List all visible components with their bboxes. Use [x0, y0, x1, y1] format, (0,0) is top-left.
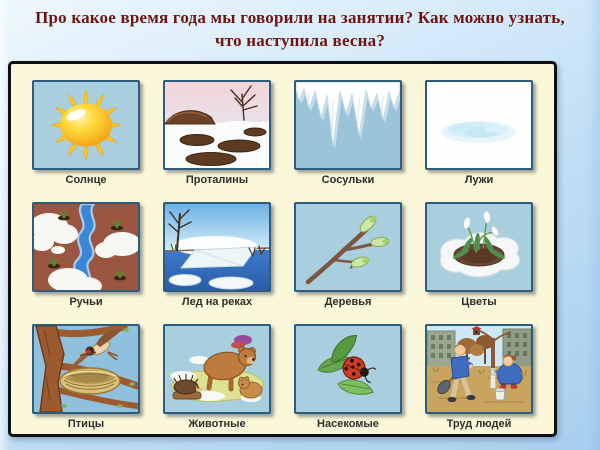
card-label: Животные	[188, 418, 246, 430]
card-animals	[157, 324, 277, 430]
snowdrops-icon	[427, 204, 531, 290]
card-river-ice	[157, 202, 277, 308]
card-insects	[288, 324, 408, 430]
grid-row-3	[26, 324, 539, 430]
thawed-patches-icon	[165, 82, 269, 168]
paint-bucket	[495, 388, 505, 400]
sun-icon	[34, 82, 138, 168]
card-puddles	[419, 80, 539, 186]
card-label: Труд людей	[446, 418, 512, 430]
puddles-icon	[427, 82, 531, 168]
card-label: Деревья	[324, 296, 372, 308]
card-birds	[26, 324, 146, 430]
card-label: Ручьи	[69, 296, 103, 308]
ladybug-icon	[296, 326, 400, 412]
card-icicles	[288, 80, 408, 186]
card-snowdrops	[419, 202, 539, 308]
grid-row-2	[26, 202, 539, 308]
animals-icon	[165, 326, 269, 412]
card-tree-buds	[288, 202, 408, 308]
card-streams	[26, 202, 146, 308]
card-sun	[26, 80, 146, 186]
card-label: Лужи	[464, 174, 494, 186]
card-people-working	[419, 324, 539, 430]
grid-row-1	[26, 80, 539, 186]
card-label: Проталины	[185, 174, 249, 186]
people-working-icon	[427, 326, 531, 412]
card-label: Солнце	[65, 174, 107, 186]
card-label: Птицы	[67, 418, 105, 430]
bird-nest-icon	[34, 326, 138, 412]
card-thawed-patches	[157, 80, 277, 186]
card-label: Сосульки	[321, 174, 375, 186]
tree-buds-icon	[296, 204, 400, 290]
card-label: Насекомые	[317, 418, 379, 430]
streams-icon	[34, 204, 138, 290]
slide-title-line1: Про какое время года мы говорили на занятии? Как можно узнать,	[35, 8, 565, 27]
picture-grid-panel	[8, 61, 557, 437]
card-label: Цветы	[461, 296, 497, 308]
slide-title-line2: что наступила весна?	[214, 30, 386, 50]
icicles-icon	[296, 82, 400, 168]
slide-title	[10, 7, 590, 53]
card-label: Лед на реках	[181, 296, 253, 308]
river-ice-icon	[165, 204, 269, 290]
